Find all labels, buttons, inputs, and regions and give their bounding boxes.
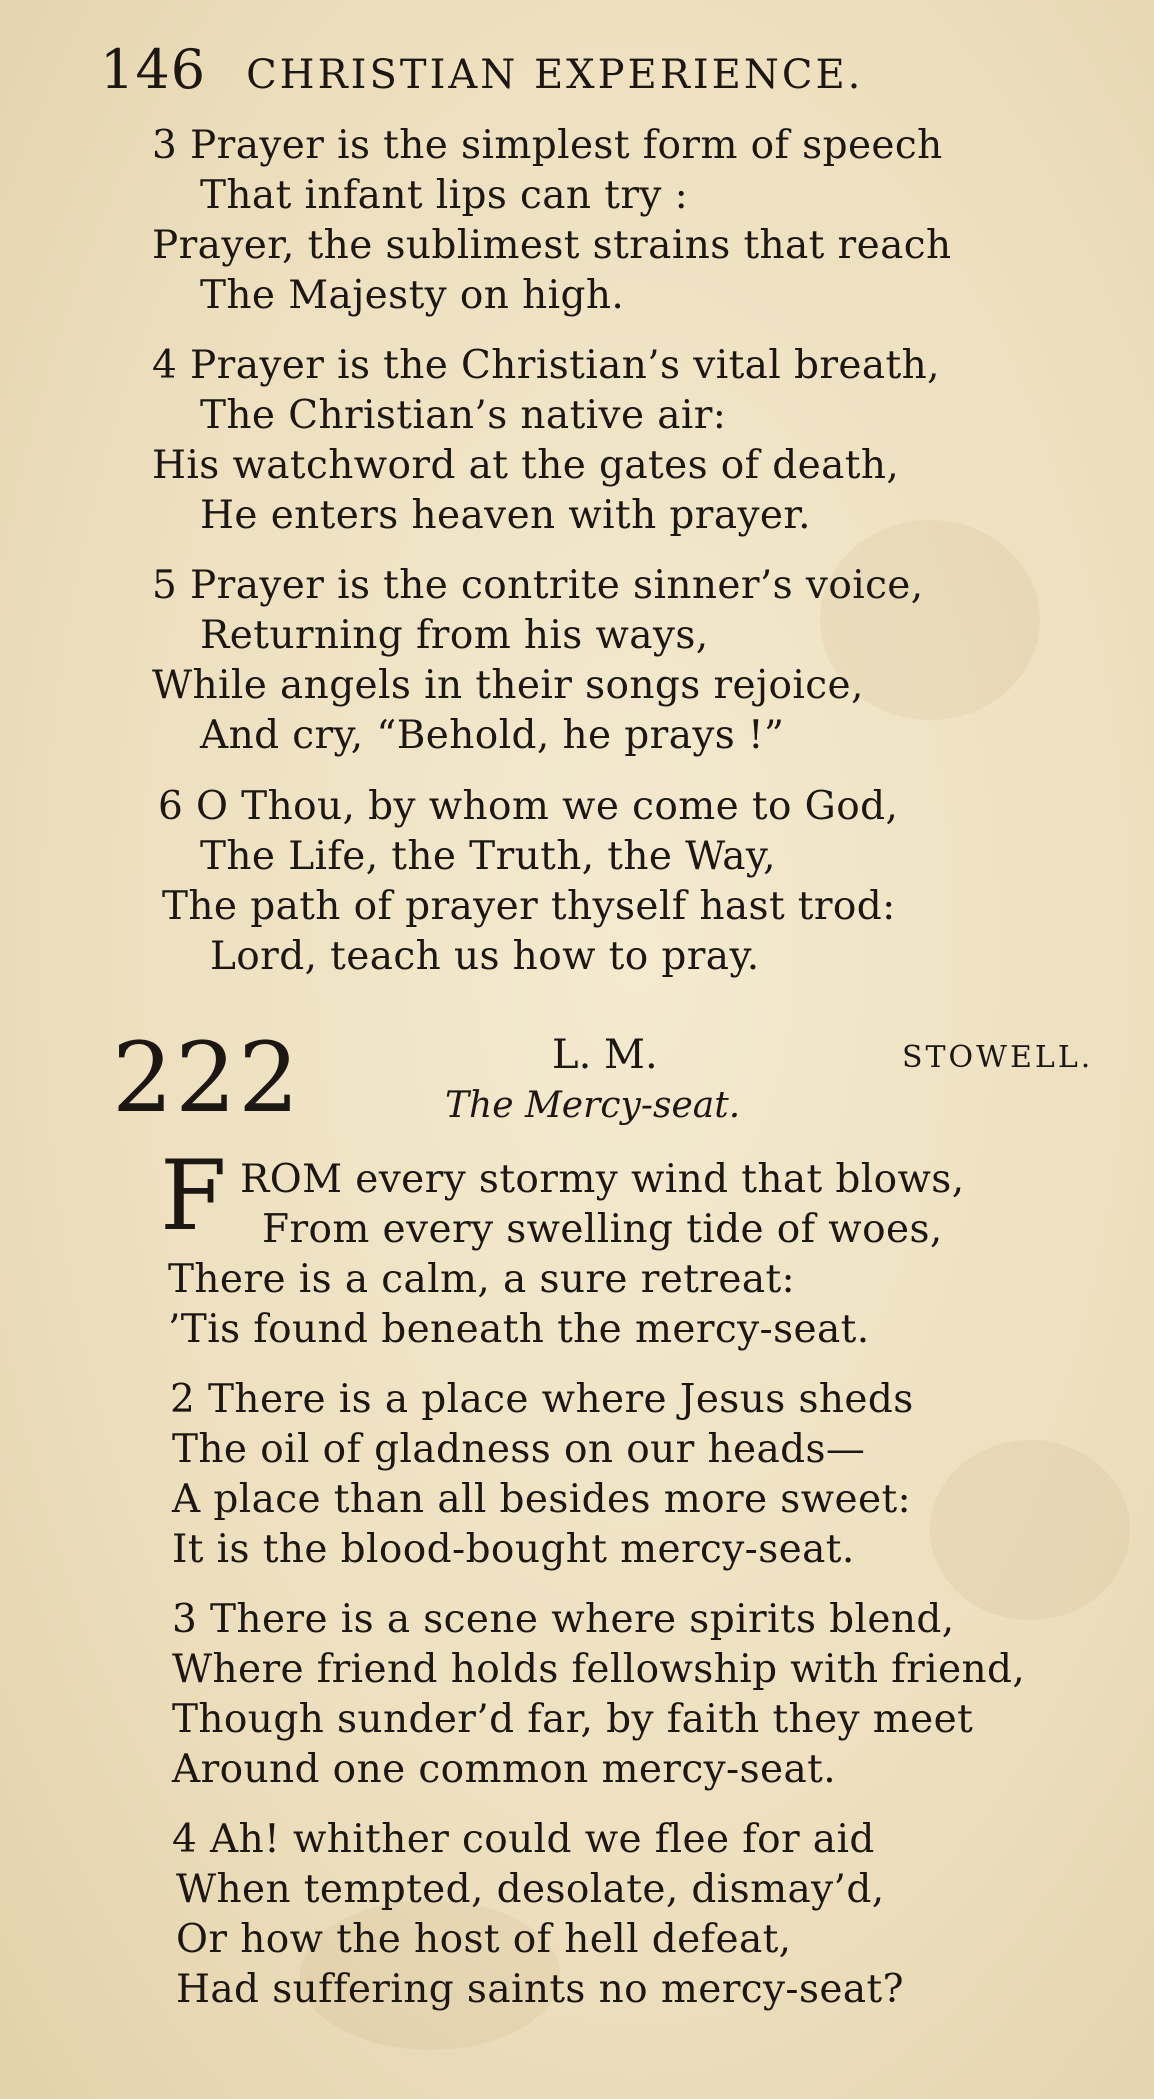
drop-cap: F (160, 1140, 227, 1252)
verse-line: 3 Prayer is the simplest form of speech (152, 123, 943, 168)
verse-line: Around one common mercy-seat. (172, 1747, 837, 1792)
verse-line: 2 There is a place where Jesus sheds (170, 1377, 914, 1422)
verse-line: ROM every stormy wind that blows, (240, 1157, 965, 1202)
verse-line: 6 O Thou, by whom we come to God, (158, 784, 899, 829)
verse-line: The Christian’s native air: (200, 393, 727, 438)
paper-stain (930, 1440, 1130, 1620)
verse-line: The path of prayer thyself hast trod: (162, 884, 896, 929)
hymn-tune: STOWELL. (902, 1040, 1094, 1075)
verse-line: There is a calm, a sure retreat: (168, 1257, 796, 1302)
verse-line: When tempted, desolate, dismay’d, (176, 1867, 885, 1912)
page-header (100, 38, 864, 101)
verse-line: From every swelling tide of woes, (262, 1207, 943, 1252)
running-head: CHRISTIAN EXPERIENCE. (246, 52, 864, 98)
verse-line: 4 Prayer is the Christian’s vital breath, (152, 343, 940, 388)
verse-line: Returning from his ways, (200, 613, 709, 658)
verse-line: 5 Prayer is the contrite sinner’s voice, (152, 563, 924, 608)
verse-line: Had suffering saints no mercy-seat? (176, 1967, 904, 2012)
verse-line: While angels in their songs rejoice, (152, 663, 864, 708)
verse-line: The Life, the Truth, the Way, (200, 834, 776, 879)
verse-line: Prayer, the sublimest strains that reach (152, 223, 952, 268)
verse-line: A place than all besides more sweet: (172, 1477, 912, 1522)
verse-line: ’Tis found beneath the mercy-seat. (168, 1307, 870, 1352)
verse-line: Lord, teach us how to pray. (210, 934, 760, 979)
hymn-number: 222 (112, 1022, 302, 1134)
verse-line: 4 Ah! whither could we flee for aid (172, 1817, 875, 1862)
verse-line: That infant lips can try : (200, 173, 689, 218)
verse-line: Though sunder’d far, by faith they meet (172, 1697, 974, 1742)
verse-line: He enters heaven with prayer. (200, 493, 811, 538)
verse-line: It is the blood-bought mercy-seat. (172, 1527, 855, 1572)
hymn-title: The Mercy-seat. (445, 1085, 741, 1126)
verse-line: 3 There is a scene where spirits blend, (172, 1597, 955, 1642)
page-number: 146 (100, 38, 207, 101)
verse-line: The Majesty on high. (200, 273, 625, 318)
hymn-meter: L. M. (552, 1032, 658, 1078)
verse-line: Or how the host of hell defeat, (176, 1917, 792, 1962)
verse-line: His watchword at the gates of death, (152, 443, 900, 488)
verse-line: The oil of gladness on our heads— (172, 1427, 866, 1472)
verse-line: Where friend holds fellowship with friend, (172, 1647, 1026, 1692)
verse-line: And cry, “Behold, he prays !” (200, 713, 785, 758)
